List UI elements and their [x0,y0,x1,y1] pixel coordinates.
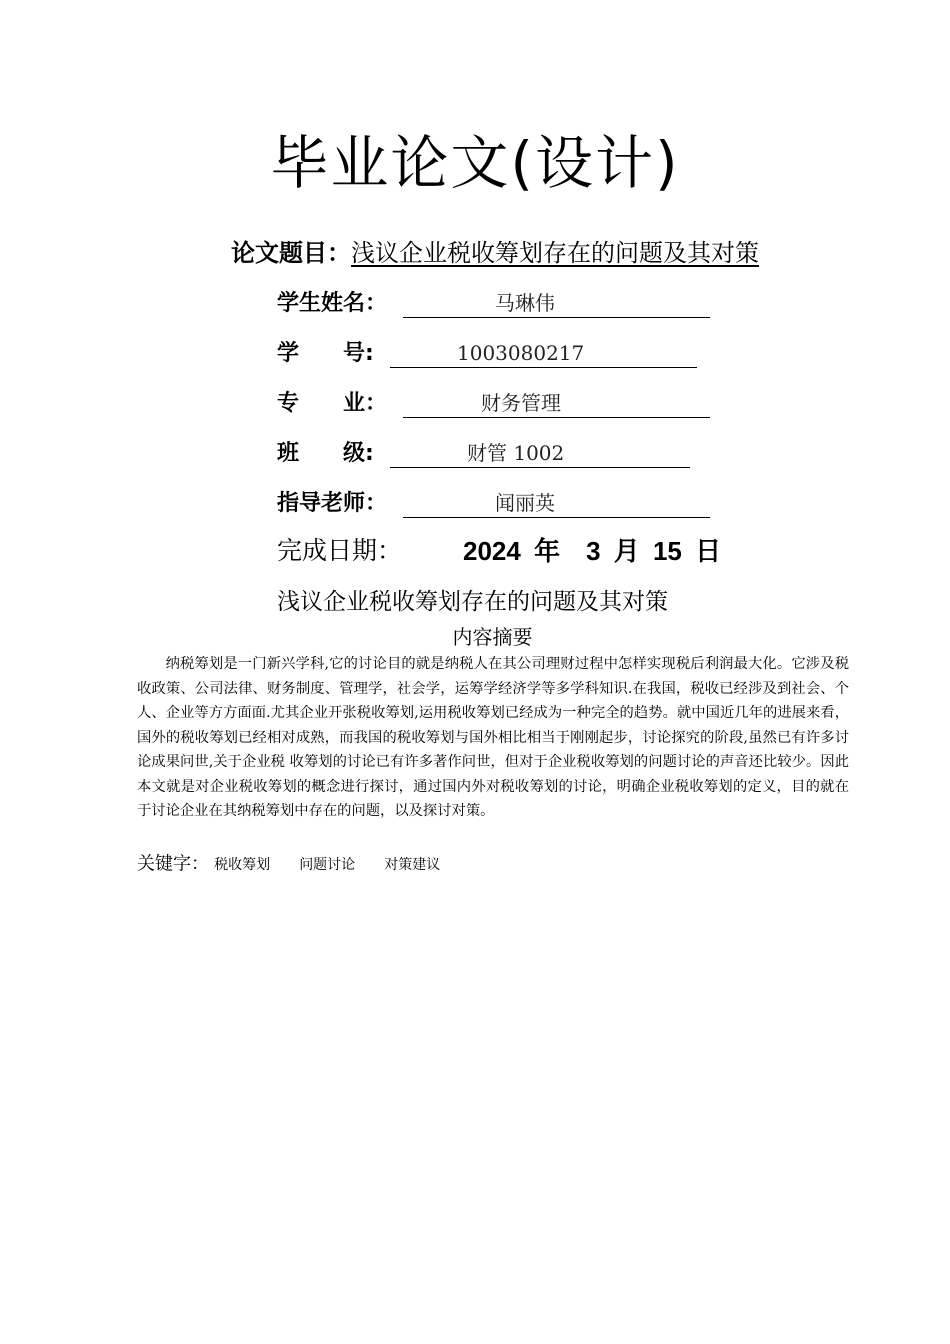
date-value: 2024 年 3 月 15 日 [463,536,722,566]
abstract-body: 纳税筹划是一门新兴学科,它的讨论目的就是纳税人在其公司理财过程中怎样实现税后利润最大化。它涉及税收政策、公司法律、财务制度、管理学，社会学，运筹学经济学等多学科知识.在我国，税收已经涉及到社会、个人、企业等方方面面.尤其企业开张税收筹划,运用税收筹划已经成为一种完全的趋势。就中国近几年的进展来看，国外的税收筹划已经相对成熟，而我国的税收筹划与国外相比相当于刚刚起步，讨论探究的阶段,虽然已有许多讨论成果问世,关于企业税 收筹划的讨论已有许多著作问世，但对于企业税收筹划的问题讨论的声音还比较少。因此本文就是对企业税收筹划的概念进行探讨，通过国内外对税收筹划的讨论，明确企业税收筹划的定义，目的就在于讨论企业在其纳税筹划中存在的问题，以及探讨对策。 [137,656,849,819]
keywords-row [137,852,464,877]
student-name-value: 马琳伟 [495,291,555,315]
field-underline [403,287,710,318]
field-label: 专 业： [277,391,388,416]
field-label: 学生姓名： [277,291,388,316]
keywords-label: 关键字： [137,853,209,875]
thesis-topic-row [0,236,950,270]
field-label: 学 号: [277,341,374,366]
topic-value: 浅议企业税收筹划存在的问题及其对策 [351,239,759,267]
topic-label: 论文题目： [231,239,351,267]
abstract-paper-title: 浅议企业税收筹划存在的问题及其对策 [277,589,668,615]
class-value: 财管 1002 [467,441,565,465]
thesis-main-title: 毕业论文(设计) [270,129,680,197]
keyword-item: 问题讨论 [299,856,356,873]
completion-date-row [277,531,722,571]
field-label: 指导老师： [277,491,388,516]
major-value: 财务管理 [481,391,561,415]
abstract-heading: 内容摘要 [452,625,533,649]
field-label: 班 级: [277,441,374,466]
keyword-item: 对策建议 [384,856,441,873]
field-underline [403,487,710,518]
keyword-item: 税收筹划 [214,856,271,873]
student-id-value: 1003080217 [457,341,585,365]
date-label: 完成日期： [277,536,403,565]
advisor-value: 闻丽英 [495,491,555,515]
